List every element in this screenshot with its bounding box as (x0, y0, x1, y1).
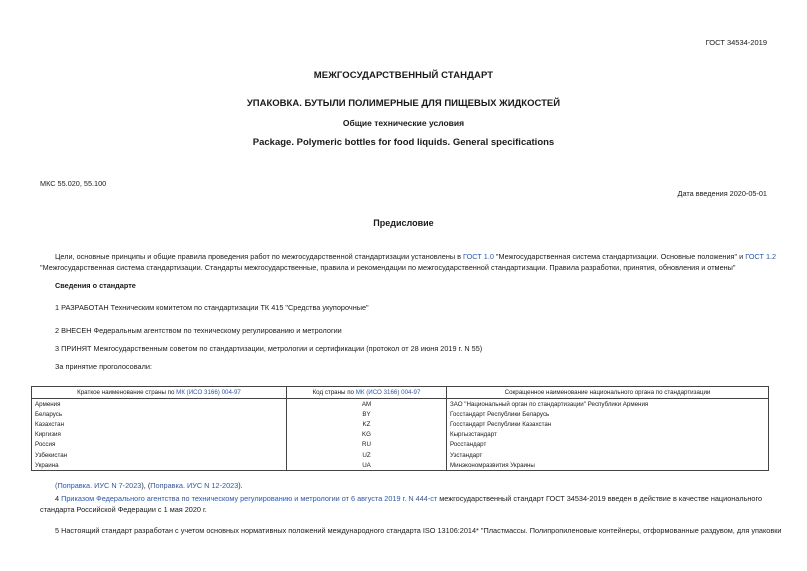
country-cell: Киргизия (32, 430, 287, 440)
paragraph-text: "Межгосударственная система стандартизации. Основные положения" и (493, 252, 746, 261)
mk-iso-link[interactable]: МК (ИСО 3166) 004-97 (176, 389, 241, 396)
country-cell: Армения (32, 399, 287, 410)
amendment-link[interactable]: Поправка. ИУС N 12-2023 (150, 481, 239, 490)
mks-code: МКС 55.020, 55.100 (40, 179, 107, 188)
code-cell: RU (287, 440, 447, 450)
introduction-date: Дата введения 2020-05-01 (677, 189, 767, 198)
paragraph-text: Цели, основные принципы и общие правила проведения работ по межгосударственной стандартизации установлены в (55, 252, 464, 261)
amendment-link[interactable]: Поправка. ИУС N 7-2023 (57, 481, 142, 490)
table-row (32, 419, 769, 429)
mk-iso-link[interactable]: МК (ИСО 3166) 004-97 (355, 389, 421, 396)
about-standard-heading: Сведения о стандарте (55, 281, 136, 290)
table-row (32, 399, 769, 410)
document-subtitle: Общие технические условия (342, 118, 465, 128)
item-adopted: 3 ПРИНЯТ Межгосударственным советом по стандартизации, метрологии и сертификации (протокол от 28 июня 2019 г. N 55) (55, 344, 483, 353)
authority-cell: Росстандарт (447, 440, 769, 450)
table-row (32, 440, 769, 450)
country-cell: Казахстан (32, 419, 287, 429)
amendments-line: (Поправка. ИУС N 7-2023), (Поправка. ИУС N 12-2023). (55, 481, 243, 490)
country-cell: Россия (32, 440, 287, 450)
code-cell: KZ (287, 419, 447, 429)
gost-1-2-link[interactable]: ГОСТ 1.2 (745, 252, 777, 261)
authority-cell: Узстандарт (447, 450, 769, 460)
authority-cell: Кыргызстандарт (447, 430, 769, 440)
gost-1-0-link[interactable]: ГОСТ 1.0 (463, 252, 494, 261)
countries-table (31, 386, 769, 471)
table-row (32, 450, 769, 460)
country-cell: Узбекистан (32, 450, 287, 460)
paragraph-principles-line1 (55, 252, 776, 261)
table-row (32, 460, 769, 471)
code-cell: UA (287, 460, 447, 471)
country-cell: Беларусь (32, 409, 287, 419)
column-header-code: Код страны по МК (ИСО 3166) 004-97 (287, 387, 447, 399)
document-number: ГОСТ 34534-2019 (705, 38, 767, 47)
code-cell: BY (287, 409, 447, 419)
table-row (32, 409, 769, 419)
item-based-on-iso: 5 Настоящий стандарт разработан с учетом основных нормативных положений международного стандарта ISO 13106:2014* "Пластмассы. Полипропиленовые контейнеры, отформованные раздувом, для упаковки (55, 526, 782, 535)
table-header-row (32, 387, 769, 399)
item-enacted-line1: 4 Приказом Федерального агентства по техническому регулированию и метрологии от 6 августа 2019 г. N 444-ст межгосударственный стандарт ГОСТ 34534-2019 введен в действие в качестве национального (55, 494, 763, 503)
order-link[interactable]: Приказом Федерального агентства по техническому регулированию и метрологии от 6 августа 2019 г. N 444-ст (61, 494, 438, 503)
foreword-heading: Предисловие (373, 218, 434, 228)
document-title-english: Package. Polymeric bottles for food liquids. General specifications (252, 137, 555, 148)
table-row (32, 430, 769, 440)
column-header-country: Краткое наименование страны по МК (ИСО 3166) 004-97 (32, 387, 287, 399)
code-cell: AM (287, 399, 447, 410)
column-header-authority: Сокращенное наименование национального органа по стандартизации (447, 387, 769, 399)
document-title: УПАКОВКА. БУТЫЛИ ПОЛИМЕРНЫЕ ДЛЯ ПИЩЕВЫХ ЖИДКОСТЕЙ (246, 98, 561, 109)
authority-cell: Госстандарт Республики Казахстан (447, 419, 769, 429)
authority-cell: Госстандарт Республики Беларусь (447, 409, 769, 419)
item-introduced: 2 ВНЕСЕН Федеральным агентством по техническому регулированию и метрологии (55, 326, 342, 335)
item-enacted-line2: стандарта Российской Федерации с 1 мая 2020 г. (40, 505, 207, 514)
voted-label: За принятие проголосовали: (55, 362, 152, 371)
code-cell: KG (287, 430, 447, 440)
authority-cell: ЗАО "Национальный орган по стандартизации" Республики Армения (447, 399, 769, 410)
authority-cell: Минэкономразвития Украины (447, 460, 769, 471)
paragraph-principles-line2: "Межгосударственная система стандартизации. Стандарты межгосударственные, правила и рекомендации по межгосударственной стандартизации. Правила разработки, принятия, обновления и отмены" (40, 263, 736, 272)
item-developed: 1 РАЗРАБОТАН Техническим комитетом по стандартизации ТК 415 "Средства укупорочные" (55, 303, 369, 312)
standard-type-heading: МЕЖГОСУДАРСТВЕННЫЙ СТАНДАРТ (313, 70, 494, 81)
code-cell: UZ (287, 450, 447, 460)
country-cell: Украина (32, 460, 287, 471)
